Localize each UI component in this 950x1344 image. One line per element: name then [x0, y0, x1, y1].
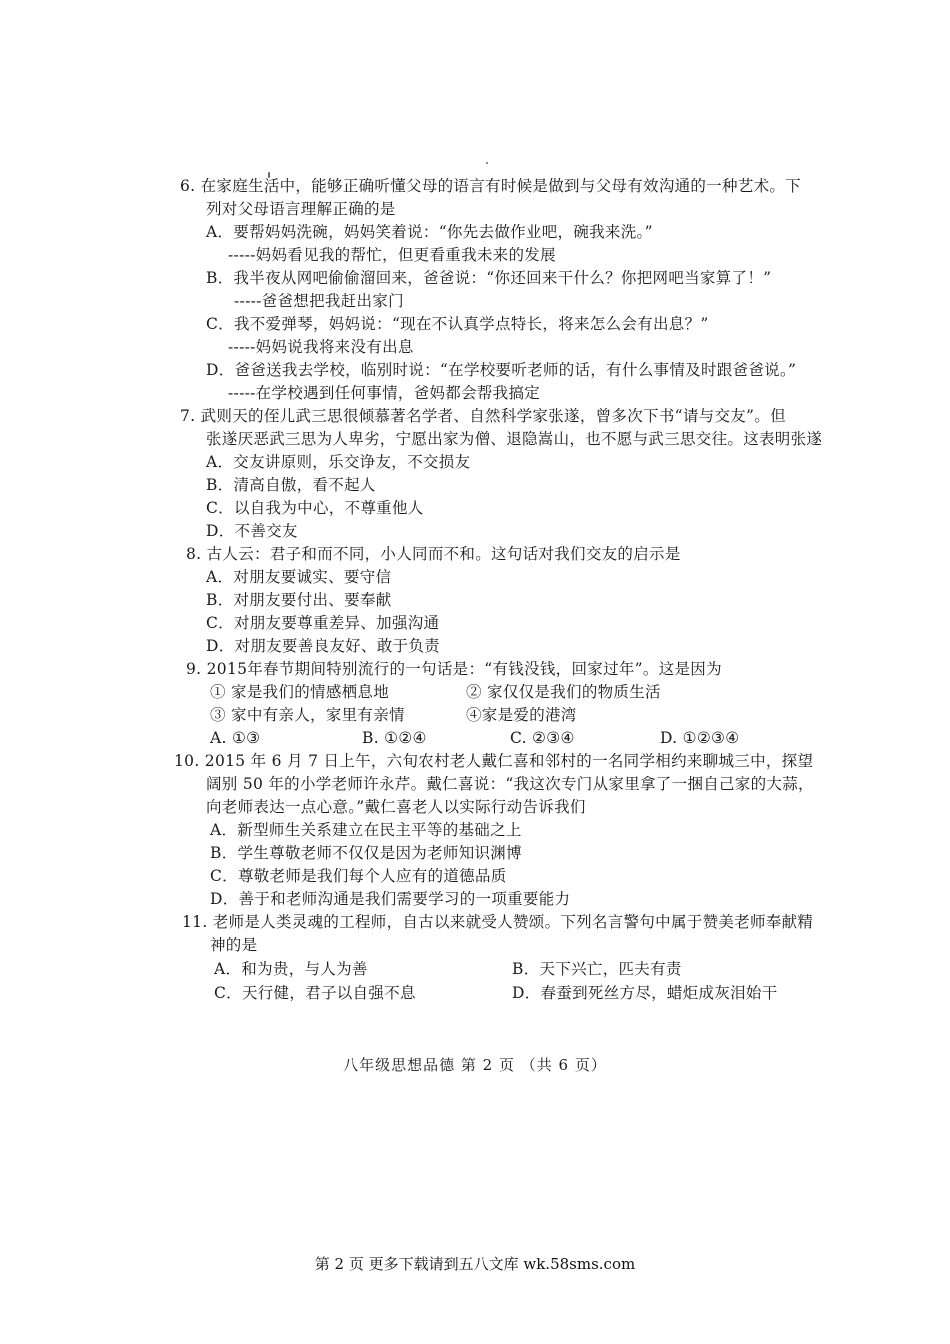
q8-stem: 8. 古人云：君子和而不同，小人同而不和。这句话对我们交友的启示是	[186, 545, 681, 563]
q10-option-c: C．尊敬老师是我们每个人应有的道德品质	[210, 867, 507, 885]
q6-option-c: C．我不爱弹琴，妈妈说：“现在不认真学点特长，将来怎么会有出息？”	[206, 315, 709, 333]
q11-option-d: D．春蚕到死丝方尽，蜡炬成灰泪始干	[512, 984, 778, 1002]
q8-option-c: C．对朋友要尊重差异、加强沟通	[206, 614, 440, 632]
q6-option-c-note: -----妈妈说我将来没有出息	[228, 338, 414, 356]
q9-statement-2: ② 家仅仅是我们的物质生活	[466, 683, 661, 701]
q6-option-b: B．我半夜从网吧偷偷溜回来，爸爸说：“你还回来干什么？你把网吧当家算了！”	[206, 269, 772, 287]
q6-stem-line1: 6. 在家庭生活中，能够正确听懂父母的语言有时候是做到与父母有效沟通的一种艺术。下	[180, 177, 802, 195]
scan-speck	[486, 162, 488, 164]
q9-stem: 9. 2015年春节期间特别流行的一句话是：“有钱没钱，回家过年”。这是因为	[186, 660, 722, 678]
q6-option-d: D．爸爸送我去学校，临别时说：“在学校要听老师的话，有什么事情及时跟爸爸说。”	[206, 361, 797, 379]
q9-option-d: D. ①②③④	[660, 729, 740, 747]
q7-option-b: B．清高自傲，看不起人	[206, 476, 376, 494]
q10-option-d: D．善于和老师沟通是我们需要学习的一项重要能力	[210, 890, 571, 908]
q10-stem-line2: 阔别 50 年的小学老师许永芹。戴仁喜说：“我这次专门从家里拿了一捆自己家的大蒜，	[206, 775, 814, 793]
q11-stem-line1: 11. 老师是人类灵魂的工程师，自古以来就受人赞颂。下列名言警句中属于赞美老师奉献精	[182, 913, 814, 931]
q9-option-c: C. ②③④	[510, 729, 575, 747]
download-note: 第 2 页 更多下载请到五八文库 wk.58sms.com	[314, 1255, 636, 1273]
q9-statement-1: ① 家是我们的情感栖息地	[210, 683, 390, 701]
q6-option-d-note: -----在学校遇到任何事情，爸妈都会帮我搞定	[228, 384, 541, 402]
q11-option-b: B．天下兴亡，匹夫有责	[512, 960, 682, 978]
q11-stem-line2: 神的是	[210, 936, 258, 954]
q7-option-d: D．不善交友	[206, 522, 298, 540]
q9-option-b: B. ①②④	[362, 729, 427, 747]
q9-statement-3: ③ 家中有亲人，家里有亲情	[210, 706, 405, 724]
q9-statement-4: ④家是爱的港湾	[466, 706, 577, 724]
q8-option-d: D．对朋友要善良友好、敢于负责	[206, 637, 440, 655]
page-footer: 八年级思想品德 第 2 页 （共 6 页）	[343, 1056, 607, 1074]
q8-option-a: A．对朋友要诚实、要守信	[206, 568, 392, 586]
q6-stem-line2: 列对父母语言理解正确的是	[206, 200, 396, 218]
q6-option-a: A．要帮妈妈洗碗，妈妈笑着说：“你先去做作业吧，碗我来洗。”	[206, 223, 653, 241]
q11-option-c: C．天行健，君子以自强不息	[214, 984, 416, 1002]
q10-stem-line3: 向老师表达一点心意。”戴仁喜老人以实际行动告诉我们	[206, 798, 586, 816]
q10-option-b: B．学生尊敬老师不仅仅是因为老师知识渊博	[210, 844, 522, 862]
q9-option-a: A. ①③	[210, 729, 261, 747]
q6-option-a-note: -----妈妈看见我的帮忙，但更看重我未来的发展	[228, 246, 556, 264]
q10-option-a: A．新型师生关系建立在民主平等的基础之上	[210, 821, 522, 839]
q6-option-b-note: -----爸爸想把我赶出家门	[234, 292, 404, 310]
q10-stem-line1: 10. 2015 年 6 月 7 日上午，六旬农村老人戴仁喜和邻村的一名同学相约来聊城三中，探望	[174, 752, 814, 770]
q8-option-b: B．对朋友要付出、要奉献	[206, 591, 392, 609]
q7-option-a: A．交友讲原则，乐交诤友，不交损友	[206, 453, 471, 471]
q11-option-a: A．和为贵，与人为善	[214, 960, 368, 978]
q7-stem-line2: 张遂厌恶武三思为人卑劣，宁愿出家为僧、退隐嵩山，也不愿与武三思交往。这表明张遂	[206, 430, 823, 448]
q7-stem-line1: 7. 武则天的侄儿武三思很倾慕著名学者、自然科学家张遂，曾多次下书“请与交友”。但	[180, 407, 786, 425]
q7-option-c: C．以自我为中心，不尊重他人	[206, 499, 424, 517]
